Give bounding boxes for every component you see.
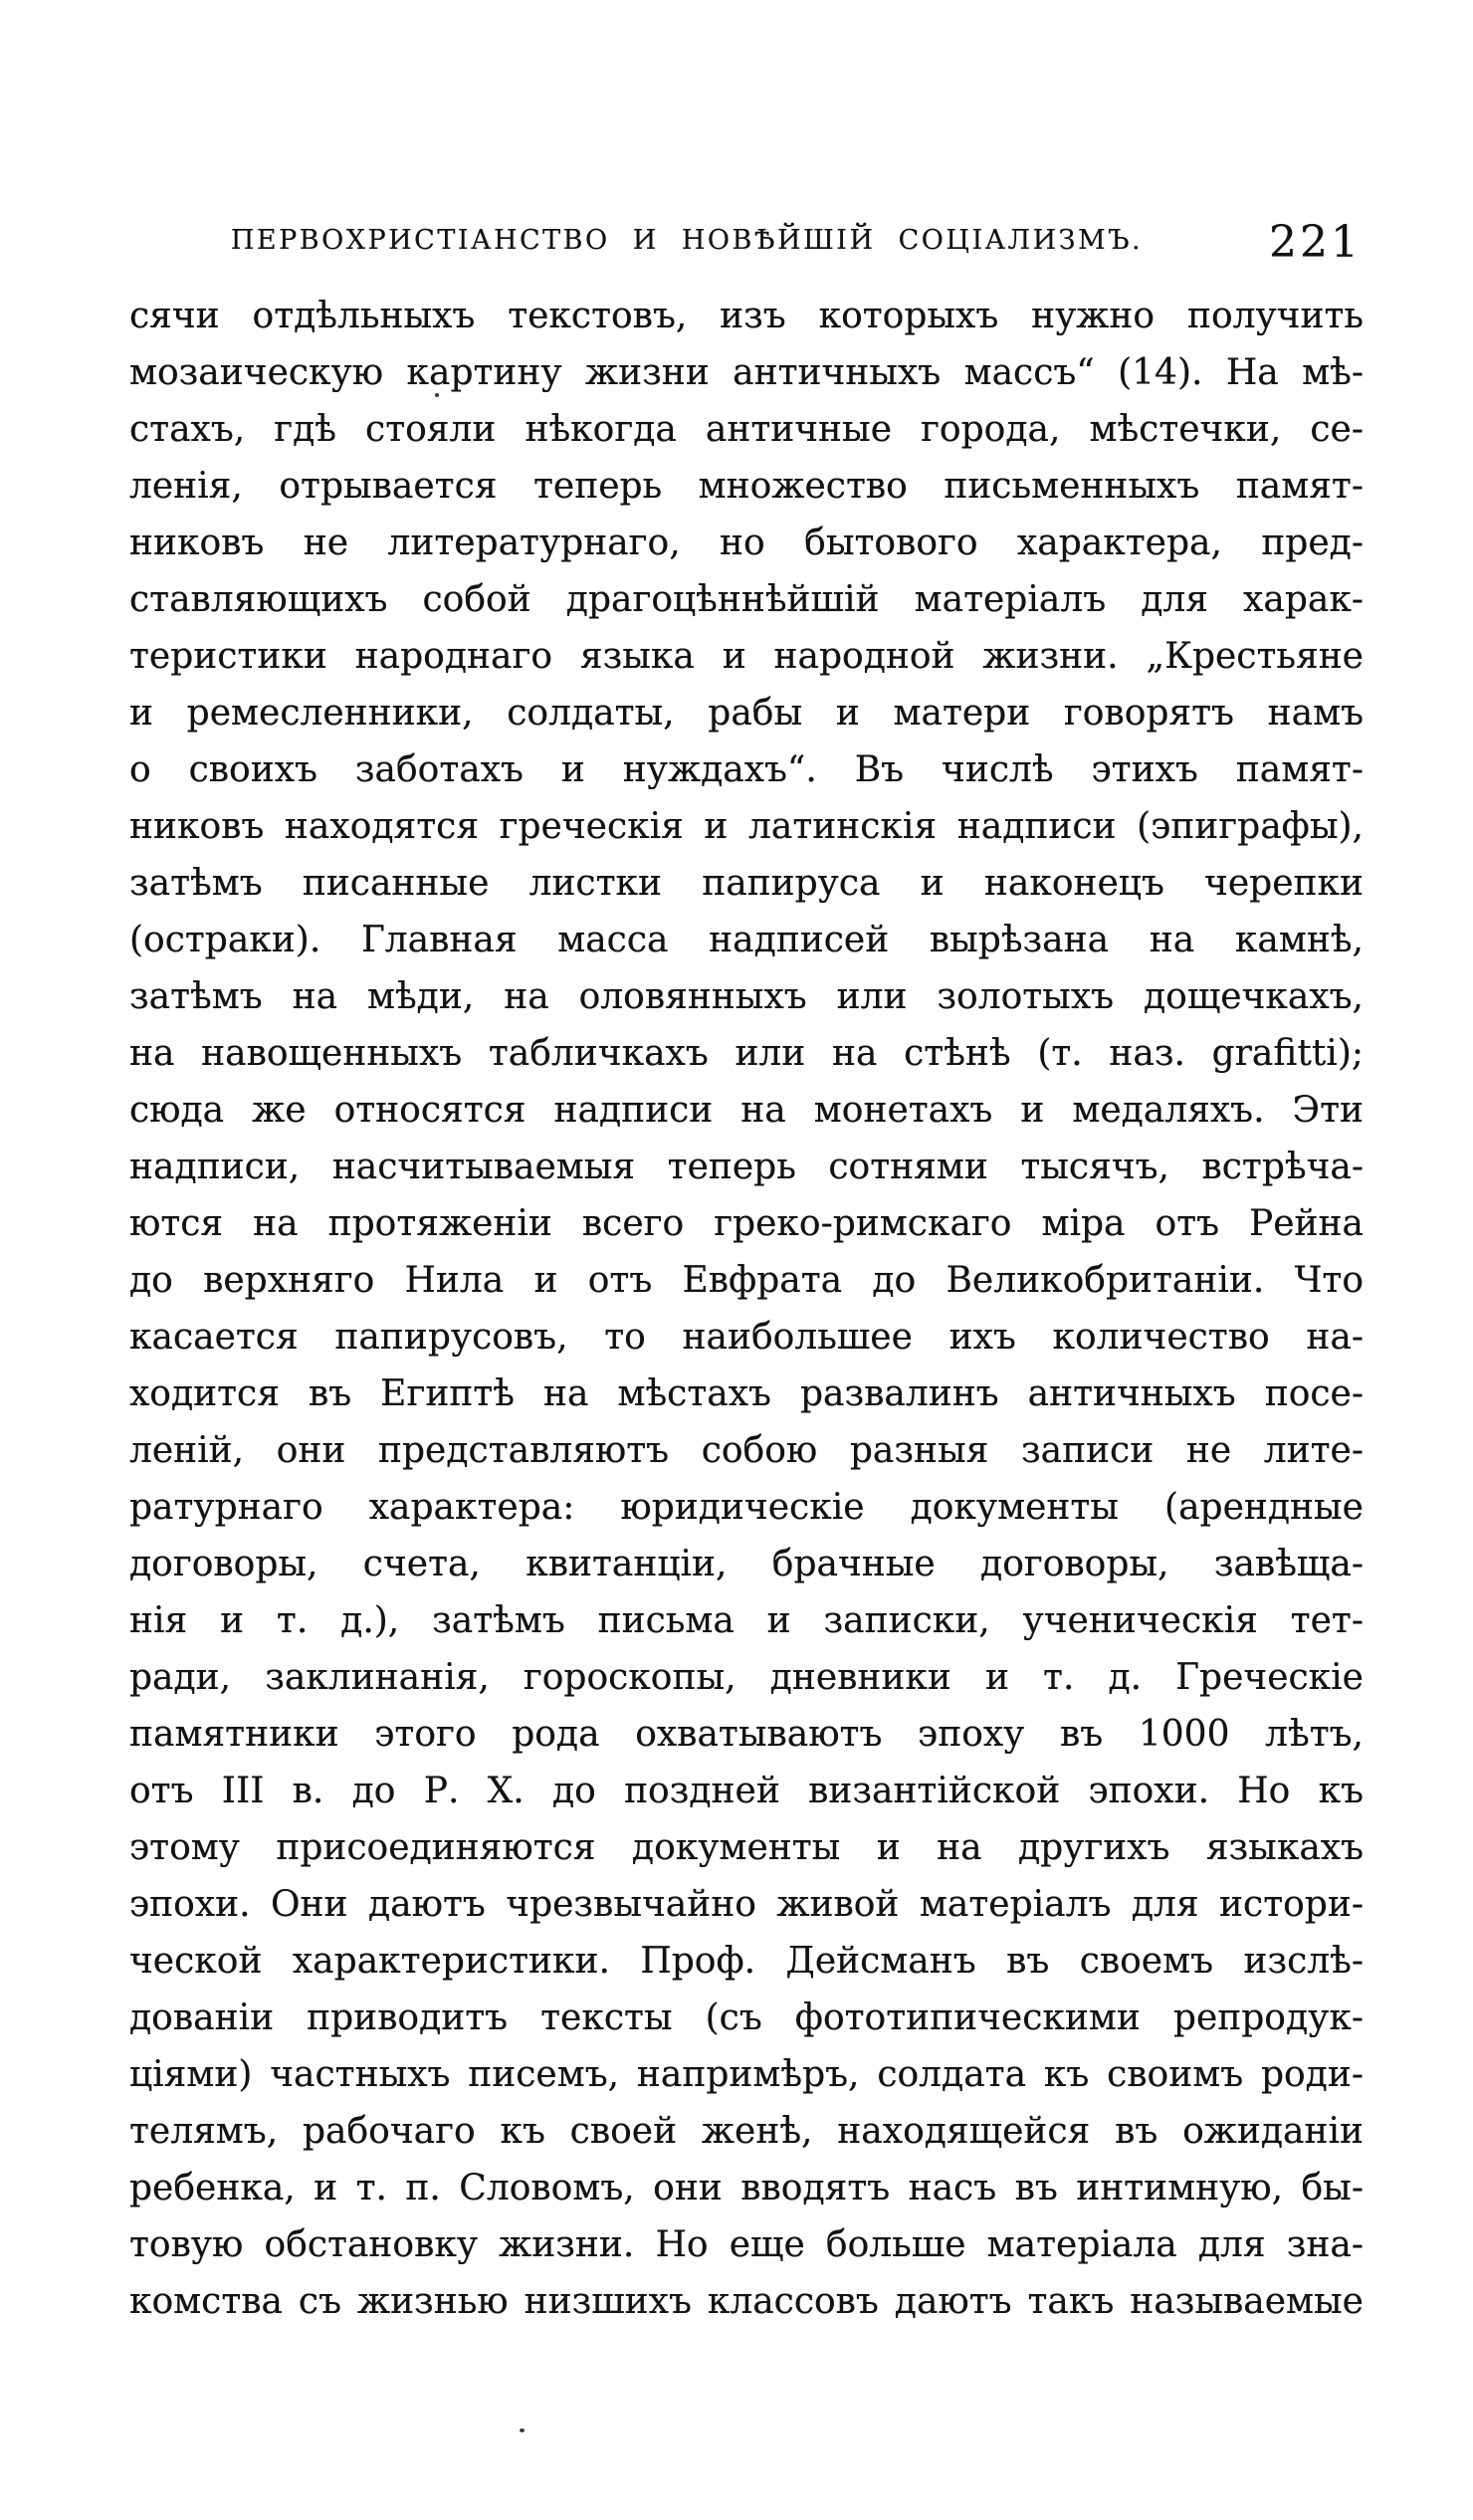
text-line: комства съ жизнью низшихъ классовъ даютъ такъ называемые: [129, 2281, 1364, 2322]
scan-speck: [435, 393, 439, 397]
text-line: ради, заклинанія, гороскопы, дневники и т. д. Греческіе: [129, 1657, 1364, 1698]
text-line: стахъ, гдѣ стояли нѣкогда античные города, мѣстечки, се-: [129, 409, 1364, 450]
text-line: отъ III в. до Р. Х. до поздней византійской эпохи. Но къ: [129, 1771, 1364, 1811]
text-line: ратурнаго характера: юридическіе документы (арендные: [129, 1487, 1364, 1528]
text-line: ются на протяженіи всего греко-римскаго міра отъ Рейна: [129, 1203, 1364, 1244]
text-line: ребенка, и т. п. Словомъ, они вводятъ насъ въ интимную, бы-: [129, 2168, 1364, 2208]
text-line: на навощенныхъ табличкахъ или на стѣнѣ (т. наз. grafitti);: [129, 1033, 1364, 1074]
text-line: леній, они представляютъ собою разныя записи не лите-: [129, 1430, 1364, 1471]
text-line: ческой характеристики. Проф. Дейсманъ въ своемъ изслѣ-: [129, 1941, 1364, 1982]
text-line: никовъ не литературнаго, но бытового характера, пред-: [129, 523, 1364, 563]
text-line: затѣмъ писанные листки папируса и наконецъ черепки: [129, 863, 1364, 904]
text-line: касается папирусовъ, то наибольшее ихъ количество на-: [129, 1317, 1364, 1358]
text-line: ціями) частныхъ писемъ, напримѣръ, солдата къ своимъ роди-: [129, 2054, 1364, 2095]
text-line: мозаическую картину жизни античныхъ массъ“ (14). На мѣ-: [129, 352, 1364, 393]
body-text-block: [129, 288, 1364, 2330]
page-number: 221: [1269, 217, 1362, 268]
text-line: ставляющихъ собой драгоцѣннѣйшій матеріалъ для харак-: [129, 579, 1364, 620]
text-line: теристики народнаго языка и народной жизни. „Крестьяне: [129, 636, 1364, 677]
text-line: товую обстановку жизни. Но еще больше матеріала для зна-: [129, 2224, 1364, 2265]
text-line: надписи, насчитываемыя теперь сотнями тысячъ, встрѣча-: [129, 1147, 1364, 1187]
text-line: (остраки). Главная масса надписей вырѣзана на камнѣ,: [129, 920, 1364, 960]
text-line: и ремесленники, солдаты, рабы и матери говорятъ намъ: [129, 693, 1364, 734]
text-line: нія и т. д.), затѣмъ письма и записки, ученическія тет-: [129, 1600, 1364, 1641]
text-line: ленія, отрывается теперь множество письменныхъ памят-: [129, 466, 1364, 507]
running-header: [129, 213, 1364, 268]
text-line: сюда же относятся надписи на монетахъ и медаляхъ. Эти: [129, 1090, 1364, 1131]
text-line: этому присоединяются документы и на другихъ языкахъ: [129, 1827, 1364, 1868]
text-line: затѣмъ на мѣди, на оловянныхъ или золотыхъ дощечкахъ,: [129, 976, 1364, 1017]
text-line: памятники этого рода охватываютъ эпоху въ 1000 лѣтъ,: [129, 1714, 1364, 1755]
scan-speck: [520, 2428, 525, 2432]
text-line: эпохи. Они даютъ чрезвычайно живой матеріалъ для истори-: [129, 1884, 1364, 1925]
text-line: договоры, счета, квитанціи, брачные договоры, завѣща-: [129, 1544, 1364, 1584]
text-line: дованіи приводитъ тексты (съ фототипическими репродук-: [129, 1997, 1364, 2038]
text-line: телямъ, рабочаго къ своей женѣ, находящейся въ ожиданіи: [129, 2111, 1364, 2152]
text-line: никовъ находятся греческія и латинскія надписи (эпиграфы),: [129, 806, 1364, 847]
text-line: до верхняго Нила и отъ Евфрата до Великобританіи. Что: [129, 1260, 1364, 1301]
text-line: сячи отдѣльныхъ текстовъ, изъ которыхъ нужно получить: [129, 296, 1364, 336]
text-line: ходится въ Египтѣ на мѣстахъ развалинъ античныхъ посе-: [129, 1373, 1364, 1414]
chapter-title: ПЕРВОХРИСТІАНСТВО И НОВѢЙШІЙ СОЦІАЛИЗМЪ.: [230, 225, 1144, 256]
text-line: о своихъ заботахъ и нуждахъ“. Въ числѣ этихъ памят-: [129, 749, 1364, 790]
